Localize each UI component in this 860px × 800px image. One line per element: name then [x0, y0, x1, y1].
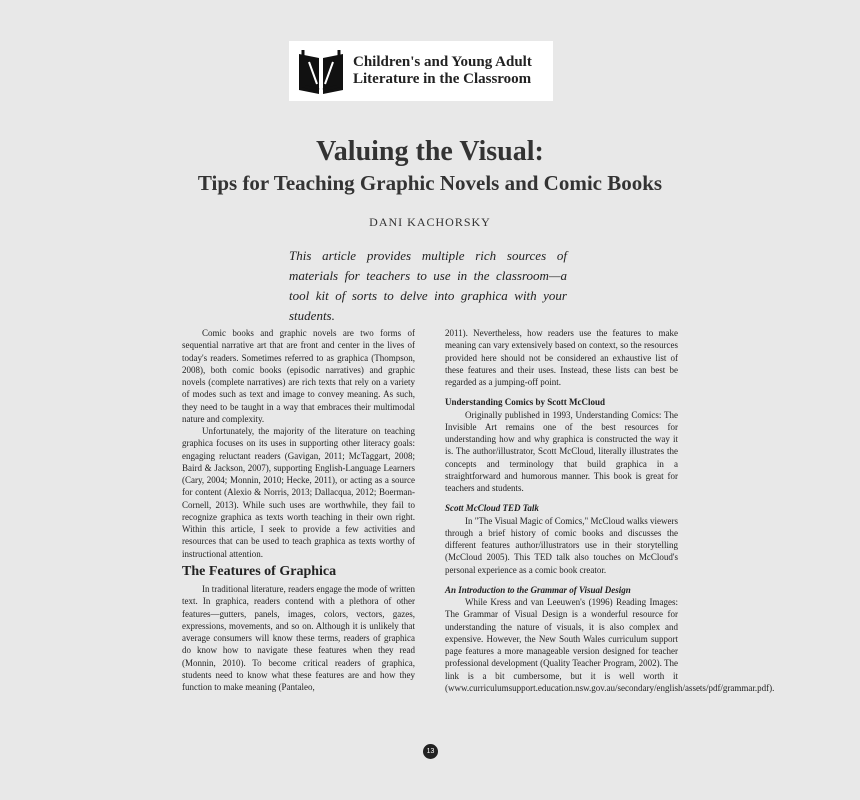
section-heading: The Features of Graphica	[182, 563, 337, 579]
right-column	[445, 327, 775, 694]
subsection-heading: An Introduction to the Grammar of Visual Design	[445, 584, 631, 595]
subsection-heading: Scott McCloud TED Talk	[445, 503, 539, 514]
paragraph: In traditional literature, readers engage the mode of written text. In graphica, readers contend with a plethora of other features—gutters, panels, images, colors, vectors, gazes, expressions, movements, and so on. Although it is unlikely that average consumers will know these terms, readers of graphica do know how to navigate these features when they read (Monnin, 2010). To become critical readers of graphica, students need to know what these features are and how they function to make meaning (Pantaleo,	[182, 584, 415, 692]
left-column	[182, 327, 415, 693]
journal-logo	[289, 41, 553, 101]
article-subtitle: Tips for Teaching Graphic Novels and Comic Books	[197, 171, 663, 195]
subsection-heading: Understanding Comics by Scott McCloud	[445, 397, 606, 408]
paragraph: Comic books and graphic novels are two forms of sequential narrative art that are front and center in the lives of today's readers. Sometimes referred to as graphica (Thompson, 2008), both comic books (episodic narratives) and graphic novels (complete narratives) are rich texts that rely on a variety of modes such as text and image to convey meaning. As such, they need to be taught in a way that embraces their multimodal nature and complexity.	[182, 328, 415, 424]
journal-name-line1: Children's and Young Adult	[353, 54, 532, 70]
paragraph: 2011). Nevertheless, how readers use the features to make meaning can vary extensively based on context, so the resources provided here should not be considered an exhaustive list of these features and their uses. Instead, these lists can best be regarded as a jumping-off point.	[445, 328, 678, 387]
article-abstract: This article provides multiple rich sources of materials for teachers to use in the classroom—a tool kit of sorts to delve into graphica with your students.	[289, 248, 567, 323]
open-book-icon	[289, 41, 353, 101]
journal-name-line2: Literature in the Classroom	[353, 71, 532, 87]
article-author: DANI KACHORSKY	[369, 215, 491, 229]
journal-name	[353, 54, 532, 88]
article-title: Valuing the Visual:	[316, 136, 544, 167]
page-number: 13	[423, 744, 438, 759]
paragraph: Unfortunately, the majority of the literature on teaching graphica focuses on its uses in supporting other literacy goals: engaging reluctant readers (Gavigan, 2011; McTaggart, 2008; Baird & Jackson, 2007), supporting English-Language Learners (Cary, 2004; Monnin, 2010; Hecke, 2011), or acting as a source for content (Alexio & Norris, 2013; Dallacqua, 2012; Boerman-Cornell, 2013). While such uses are worthwhile, they fail to recognize graphica as texts worth teaching in their own right. Within this article, I seek to provide a few activities and resources that can be used to teach graphica as texts worthy of instructional attention.	[182, 426, 415, 559]
paragraph: Originally published in 1993, Understanding Comics: The Invisible Art remains one of the best resources for understanding how and why graphica is constructed the way it is. The author/illustrator, Scott McCloud, literally illustrates the concepts and terminology that build graphica in a straightforward and humorous manner. This book is great for teachers and students.	[445, 409, 678, 493]
paragraph: In "The Visual Magic of Comics," McCloud walks viewers through a brief history of comic books and discusses the different features author/illustrators use in their storytelling (McCloud 2005). This TED talk also touches on McCloud's personal experience as a comic book creator.	[445, 515, 678, 575]
paragraph: While Kress and van Leeuwen's (1996) Reading Images: The Grammar of Visual Design is a wonderful resource for understanding the nature of visuals, it is also complex and expensive. However, the New South Wales curriculum support page features a more manageable version designed for teacher professional development (Quality Teacher Program, 2002). The link is a bit cumbersome, but it is well worth it (www.curriculumsupport.education.nsw.gov.au/secondary/english/assets/pdf/grammar.pdf).	[445, 597, 775, 693]
